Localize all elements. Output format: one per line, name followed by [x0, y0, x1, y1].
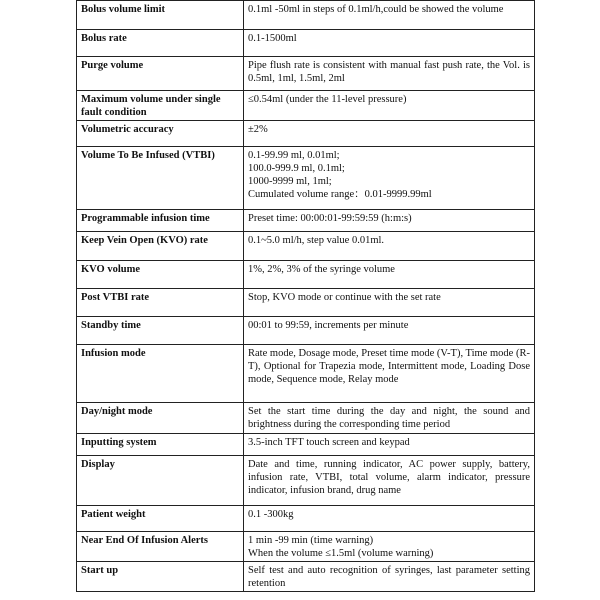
table-row	[77, 91, 535, 121]
table-row	[77, 434, 535, 456]
row-label: Keep Vein Open (KVO) rate	[77, 232, 244, 261]
table-row	[77, 317, 535, 345]
row-value	[244, 532, 535, 562]
table-row	[77, 232, 535, 261]
row-label: Infusion mode	[77, 345, 244, 403]
row-value: 0.1~5.0 ml/h, step value 0.01ml.	[244, 232, 535, 261]
table-row	[77, 345, 535, 403]
row-value: 0.1ml -50ml in steps of 0.1ml/h,could be showed the volume	[244, 1, 535, 30]
row-value: Pipe flush rate is consistent with manual fast push rate, the Vol. is 0.5ml, 1ml, 1.5ml, 2ml	[244, 57, 535, 91]
value-line: When the volume ≤1.5ml (volume warning)	[248, 548, 434, 559]
row-label: Volumetric accuracy	[77, 121, 244, 147]
spec-table	[76, 0, 535, 592]
spec-page	[76, 0, 530, 592]
row-value: Self test and auto recognition of syringes, last parameter setting retention	[244, 562, 535, 592]
row-label: Bolus volume limit	[77, 1, 244, 30]
value-line: 1 min -99 min (time warning)	[248, 535, 374, 546]
value-line: 100.0-999.9 ml, 0.1ml;	[248, 163, 345, 174]
value-line: 0.1-99.99 ml, 0.01ml;	[248, 150, 340, 161]
row-label: Inputting system	[77, 434, 244, 456]
table-row	[77, 456, 535, 506]
row-label: Patient weight	[77, 506, 244, 532]
row-value: 00:01 to 99:59, increments per minute	[244, 317, 535, 345]
table-row	[77, 532, 535, 562]
row-value: ≤0.54ml (under the 11-level pressure)	[244, 91, 535, 121]
row-value	[244, 147, 535, 210]
row-label: Start up	[77, 562, 244, 592]
table-row	[77, 261, 535, 289]
row-label: Post VTBI rate	[77, 289, 244, 317]
table-row	[77, 57, 535, 91]
table-row	[77, 147, 535, 210]
row-value: Date and time, running indicator, AC power supply, battery, infusion rate, VTBI, total volume, alarm indicator, pressure indicator, infusion brand, drug name	[244, 456, 535, 506]
table-row	[77, 210, 535, 232]
table-row	[77, 562, 535, 592]
row-value: 0.1-1500ml	[244, 30, 535, 57]
row-value: 0.1 -300kg	[244, 506, 535, 532]
table-row	[77, 289, 535, 317]
row-value: Stop, KVO mode or continue with the set rate	[244, 289, 535, 317]
row-label: Volume To Be Infused (VTBI)	[77, 147, 244, 210]
row-label: Day/night mode	[77, 403, 244, 434]
value-line: Cumulated volume range：0.01-9999.99ml	[248, 189, 432, 200]
row-value: Set the start time during the day and night, the sound and brightness during the corresponding time period	[244, 403, 535, 434]
row-value: 3.5-inch TFT touch screen and keypad	[244, 434, 535, 456]
row-value: 1%, 2%, 3% of the syringe volume	[244, 261, 535, 289]
value-line: 1000-9999 ml, 1ml;	[248, 176, 332, 187]
table-row	[77, 403, 535, 434]
table-row	[77, 1, 535, 30]
row-label: Purge volume	[77, 57, 244, 91]
table-row	[77, 121, 535, 147]
row-label: Standby time	[77, 317, 244, 345]
table-row	[77, 506, 535, 532]
row-label: Maximum volume under single fault condition	[77, 91, 244, 121]
row-value: Rate mode, Dosage mode, Preset time mode (V-T), Time mode (R-T), Optional for Trapezia mode, Intermittent mode, Loading Dose mode, Sequence mode, Relay mode	[244, 345, 535, 403]
row-label: Programmable infusion time	[77, 210, 244, 232]
row-label: Display	[77, 456, 244, 506]
row-label: KVO volume	[77, 261, 244, 289]
row-value: Preset time: 00:00:01-99:59:59 (h:m:s)	[244, 210, 535, 232]
row-label: Bolus rate	[77, 30, 244, 57]
table-row	[77, 30, 535, 57]
row-value: ±2%	[244, 121, 535, 147]
row-label: Near End Of Infusion Alerts	[77, 532, 244, 562]
